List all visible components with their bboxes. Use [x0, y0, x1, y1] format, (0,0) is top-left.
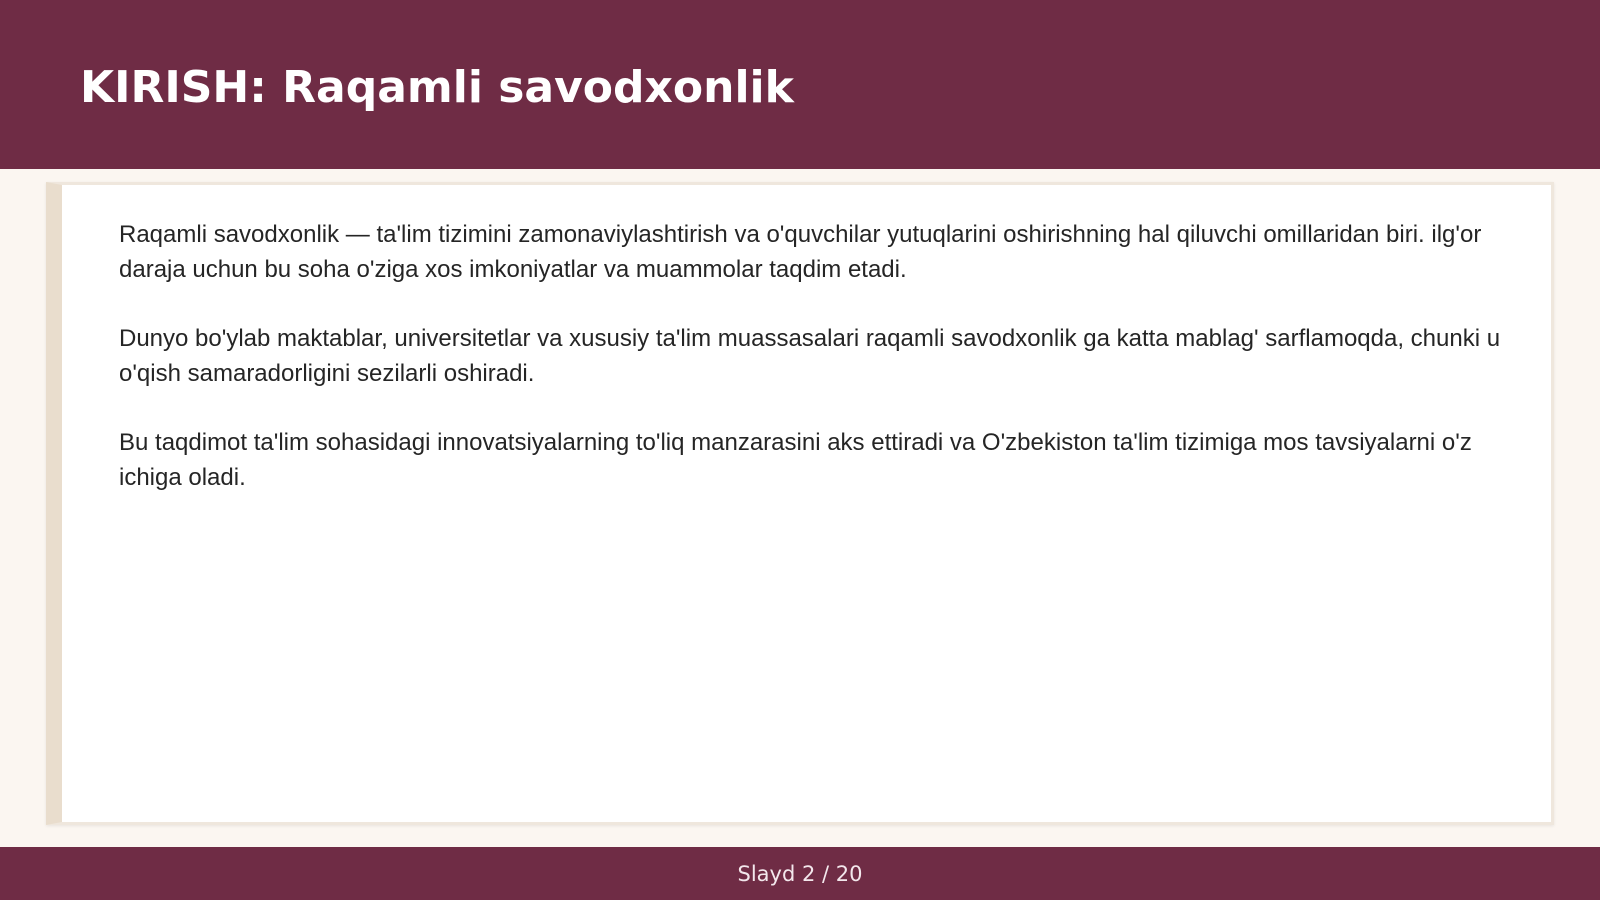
slide-footer [0, 847, 1600, 900]
intro-paragraph: Raqamli savodxonlik — ta'lim tizimini zamonaviylashtirish va o'quvchilar yutuqlarini oshirishning hal qiluvchi omillaridan biri. ilg'or daraja uchun bu soha o'ziga xos imkoniyatlar va muammolar taqdim etadi. [119, 221, 1482, 283]
slide-title: KIRISH: Raqamli savodxonlik [80, 62, 794, 113]
investment-paragraph: Dunyo bo'ylab maktablar, universitetlar va xususiy ta'lim muassasalari raqamli savodxonlik ga katta mablag' sarflamoqda, chunki u o'qish samaradorligini sezilarli oshiradi. [119, 325, 1501, 387]
recommendation-paragraph: Bu taqdimot ta'lim sohasidagi innovatsiyalarning to'liq manzarasini aks ettiradi va O'zbekiston ta'lim tizimiga mos tavsiyalarni o'z ichiga oladi. [119, 429, 1472, 491]
slide-body [119, 217, 1539, 529]
slide-header [0, 0, 1600, 169]
content-card [46, 182, 1554, 825]
slide-counter: Slayd 2 / 20 [737, 862, 863, 886]
